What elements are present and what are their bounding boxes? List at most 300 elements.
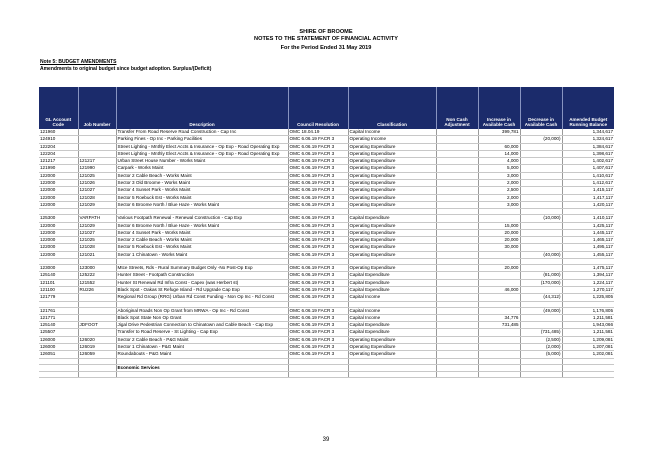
table-row [39, 322, 614, 329]
cell-gl-code: 122000 [39, 187, 78, 194]
table-row [39, 307, 614, 314]
cell-running-balance: 1,270,117 [562, 286, 614, 293]
cell-increase: 3,000 [478, 172, 520, 179]
cell-increase: 4,000 [478, 158, 520, 165]
table-row [39, 215, 614, 222]
cell-running-balance: 1,344,617 [562, 129, 614, 136]
table-row [39, 229, 614, 236]
cell-job-number: 126020 [78, 336, 116, 343]
cell-running-balance: 1,211,581 [562, 314, 614, 321]
cell-decrease [520, 286, 562, 293]
cell-decrease: (81,000) [520, 272, 562, 279]
cell-increase: 20,000 [478, 265, 520, 272]
col-increase-available-cash: Increase in Available Cash [478, 87, 520, 129]
cell-council-resolution: OMC 6.06.19 FACR 3 [288, 136, 348, 143]
cell-decrease [520, 129, 562, 136]
cell-gl-code: 125140 [39, 322, 78, 329]
cell-gl-code [39, 364, 78, 371]
cell-job-number: 125222 [78, 272, 116, 279]
cell-increase: 60,000 [478, 143, 520, 150]
cell-decrease [520, 364, 562, 371]
cell-increase [478, 329, 520, 336]
cell-non-cash [436, 143, 478, 150]
cell-gl-code: 121779 [39, 294, 78, 301]
cell-gl-code: 122204 [39, 150, 78, 157]
cell-description: Sector 1 Chinatown - P&G Maint [116, 344, 288, 351]
cell-description: Mtce Streets, Rds - Rural Summary Budget Only -No Post-Op Exp [116, 265, 288, 272]
cell-increase: 731,485 [478, 322, 520, 329]
col-amended-budget-balance: Amended Budget Running Balance [562, 87, 614, 129]
cell-gl-code: 122000 [39, 222, 78, 229]
cell-council-resolution: OMC 6.06.19 FACR 3 [288, 201, 348, 208]
cell-council-resolution: OMC 6.06.19 FACR 3 [288, 272, 348, 279]
cell-increase [478, 294, 520, 301]
cell-running-balance: 1,420,117 [562, 201, 614, 208]
cell-decrease [520, 222, 562, 229]
cell-description: Regional Rd Group (RRG) Urban Rd Const Funding - Non Op Inc - Rd Const [116, 294, 288, 301]
cell-classification: Operating Expenditure [348, 344, 436, 351]
cell-council-resolution: OMC 6.06.19 FACR 3 [288, 215, 348, 222]
table-row [39, 201, 614, 208]
cell-increase: 20,000 [478, 237, 520, 244]
cell-job-number: 121217 [78, 158, 116, 165]
cell-job-number: 121025 [78, 237, 116, 244]
cell-running-balance: 1,402,617 [562, 158, 614, 165]
cell-running-balance: 1,394,117 [562, 272, 614, 279]
col-decrease-available-cash: Decrease in Available Cash [520, 87, 562, 129]
cell-classification: Capital Income [348, 307, 436, 314]
cell-increase: 20,000 [478, 229, 520, 236]
cell-non-cash [436, 187, 478, 194]
cell-non-cash [436, 237, 478, 244]
cell-description: Sector 3 Old Broome - Works Maint [116, 180, 288, 187]
cell-increase: 5,000 [478, 165, 520, 172]
cell-description: Carpark - Works Maint [116, 165, 288, 172]
cell-running-balance: 1,176,805 [562, 307, 614, 314]
table-row [39, 329, 614, 336]
cell-running-balance: 1,207,081 [562, 344, 614, 351]
cell-increase [478, 344, 520, 351]
cell-description: Street Lighting - Mnthly Elect Accts & Insurance - Op Exp - Road Operating Exp [116, 143, 288, 150]
col-classification: Classification [348, 87, 436, 129]
cell-non-cash [436, 136, 478, 143]
cell-classification [348, 371, 436, 377]
cell-council-resolution: OMC 6.06.19 FACR 3 [288, 286, 348, 293]
cell-non-cash [436, 272, 478, 279]
cell-council-resolution: OMC 6.06.19 FACR 3 [288, 158, 348, 165]
cell-description [116, 371, 288, 377]
cell-gl-code: 125507 [39, 329, 78, 336]
cell-job-number: 121027 [78, 187, 116, 194]
cell-running-balance: 1,225,805 [562, 294, 614, 301]
cell-council-resolution: OMC 6.06.19 FACR 3 [288, 150, 348, 157]
table-row [39, 272, 614, 279]
cell-job-number: RU226 [78, 286, 116, 293]
cell-council-resolution: OMC 6.06.19 FACR 3 [288, 344, 348, 351]
cell-decrease: (2,500) [520, 336, 562, 343]
cell-classification: Capital Income [348, 314, 436, 321]
cell-decrease [520, 180, 562, 187]
table-header-row [39, 87, 614, 129]
cell-classification: Operating Expenditure [348, 187, 436, 194]
cell-decrease [520, 201, 562, 208]
cell-decrease [520, 150, 562, 157]
cell-council-resolution: OMC 18.04.19 [288, 129, 348, 136]
table-row [39, 180, 614, 187]
cell-non-cash [436, 222, 478, 229]
table-row [39, 371, 614, 377]
cell-non-cash [436, 351, 478, 358]
cell-increase: 3,000 [478, 201, 520, 208]
cell-decrease [520, 371, 562, 377]
cell-non-cash [436, 364, 478, 371]
section-row [39, 364, 614, 371]
cell-gl-code: 122000 [39, 244, 78, 251]
cell-running-balance: 1,407,617 [562, 165, 614, 172]
cell-job-number: 121028 [78, 244, 116, 251]
cell-decrease: (731,485) [520, 329, 562, 336]
cell-increase [478, 364, 520, 371]
cell-decrease [520, 172, 562, 179]
cell-non-cash [436, 329, 478, 336]
cell-gl-code: 121761 [39, 307, 78, 314]
cell-gl-code: 123000 [39, 265, 78, 272]
table-row [39, 136, 614, 143]
cell-gl-code: 122000 [39, 237, 78, 244]
cell-classification: Operating Expenditure [348, 201, 436, 208]
cell-non-cash [436, 158, 478, 165]
cell-job-number: 121027 [78, 229, 116, 236]
cell-running-balance: 1,398,617 [562, 150, 614, 157]
cell-classification: Operating Expenditure [348, 244, 436, 251]
cell-increase [478, 251, 520, 258]
cell-gl-code [39, 371, 78, 377]
cell-running-balance [562, 371, 614, 377]
cell-classification: Operating Expenditure [348, 194, 436, 201]
cell-job-number: 126019 [78, 344, 116, 351]
cell-running-balance: 1,475,117 [562, 265, 614, 272]
cell-council-resolution: OMC 6.06.19 FACR 3 [288, 294, 348, 301]
cell-gl-code: 122000 [39, 201, 78, 208]
table-row [39, 244, 614, 251]
cell-description: Sector 4 Sunset Park - Works Maint [116, 229, 288, 236]
cell-decrease: (20,000) [520, 136, 562, 143]
cell-gl-code: 121217 [39, 158, 78, 165]
cell-description: Black Spot - Oakas St Refuge Island - Rd Upgrade Cap Exp [116, 286, 288, 293]
cell-description: Sector 5 Roebuck Est - Works Maint [116, 194, 288, 201]
cell-classification: Operating Expenditure [348, 150, 436, 157]
table-row [39, 194, 614, 201]
cell-running-balance: 1,209,081 [562, 336, 614, 343]
cell-council-resolution: OMC 6.06.19 FACR 3 [288, 165, 348, 172]
table-row [39, 158, 614, 165]
cell-council-resolution: OMC 6.06.19 FACR 3 [288, 187, 348, 194]
table-row [39, 150, 614, 157]
cell-running-balance: 1,425,117 [562, 222, 614, 229]
cell-description: Transfer From Road Reserve Road Construction - Cap Inc [116, 129, 288, 136]
cell-decrease: (40,000) [520, 251, 562, 258]
table-row [39, 222, 614, 229]
cell-classification: Operating Expenditure [348, 251, 436, 258]
cell-gl-code: 122000 [39, 229, 78, 236]
cell-description: Sector 5 Roebuck Est - Works Maint [116, 244, 288, 251]
cell-description: Sector 2 Cable Beach - P&G Maint [116, 336, 288, 343]
cell-council-resolution: OMC 6.06.19 FACR 3 [288, 314, 348, 321]
cell-classification: Operating Expenditure [348, 165, 436, 172]
cell-classification: Operating Expenditure [348, 265, 436, 272]
cell-decrease: (44,312) [520, 294, 562, 301]
cell-gl-code: 122000 [39, 180, 78, 187]
cell-increase [478, 307, 520, 314]
note-subtitle: Amendments to original budget since budget adoption. Surplus/(Deficit) [40, 66, 212, 72]
cell-gl-code: 126000 [39, 344, 78, 351]
cell-gl-code: 125140 [39, 272, 78, 279]
cell-job-number [78, 364, 116, 371]
cell-gl-code: 125300 [39, 215, 78, 222]
cell-non-cash [436, 150, 478, 157]
cell-description: Roundabouts - P&G Maint [116, 351, 288, 358]
cell-description: Urban Street House Number - Works Maint [116, 158, 288, 165]
cell-gl-code: 122204 [39, 143, 78, 150]
cell-job-number: 121029 [78, 222, 116, 229]
cell-council-resolution: OMC 6.06.19 FACR 3 [288, 237, 348, 244]
cell-non-cash [436, 180, 478, 187]
cell-decrease [520, 322, 562, 329]
cell-running-balance: 1,324,617 [562, 136, 614, 143]
cell-non-cash [436, 294, 478, 301]
cell-running-balance: 1,415,117 [562, 187, 614, 194]
cell-description: Sector 2 Cable Beach - Works Maint [116, 172, 288, 179]
cell-council-resolution: OMC 6.06.19 FACR 3 [288, 229, 348, 236]
col-council-resolution: Council Resolution [288, 87, 348, 129]
table-row [39, 129, 614, 136]
table-row [39, 344, 614, 351]
cell-increase [478, 351, 520, 358]
cell-description: Jigal Drive Pedestrian Connection to Chinatown and Cable Beach - Cap Exp [116, 322, 288, 329]
cell-council-resolution: OMC 6.06.19 FACR 3 [288, 172, 348, 179]
cell-job-number: VARPATH [78, 215, 116, 222]
cell-increase [478, 279, 520, 286]
cell-description: Sector 6 Broome North / Blue Haze - Works Maint [116, 222, 288, 229]
cell-increase: 46,000 [478, 286, 520, 293]
cell-running-balance: 1,224,117 [562, 279, 614, 286]
cell-decrease: (49,000) [520, 307, 562, 314]
cell-classification: Capital Expenditure [348, 286, 436, 293]
cell-decrease: (170,000) [520, 279, 562, 286]
cell-classification: Capital Expenditure [348, 329, 436, 336]
cell-job-number [78, 294, 116, 301]
cell-job-number [78, 371, 116, 377]
cell-job-number: 126059 [78, 351, 116, 358]
table-row [39, 351, 614, 358]
table-row [39, 172, 614, 179]
cell-decrease [520, 165, 562, 172]
cell-council-resolution: OMC 6.06.19 FACR 3 [288, 251, 348, 258]
cell-gl-code: 126000 [39, 336, 78, 343]
cell-decrease [520, 194, 562, 201]
cell-increase: 14,000 [478, 150, 520, 157]
cell-classification: Operating Expenditure [348, 143, 436, 150]
cell-classification [348, 364, 436, 371]
table-row [39, 279, 614, 286]
cell-running-balance: 1,495,117 [562, 244, 614, 251]
col-description: Description [116, 87, 288, 129]
cell-job-number [78, 307, 116, 314]
cell-running-balance: 1,943,066 [562, 322, 614, 329]
cell-decrease [520, 143, 562, 150]
cell-job-number: 121026 [78, 180, 116, 187]
cell-council-resolution [288, 371, 348, 377]
cell-job-number: 121552 [78, 279, 116, 286]
cell-increase: 2,500 [478, 187, 520, 194]
cell-running-balance: 1,410,117 [562, 215, 614, 222]
cell-job-number: 121025 [78, 172, 116, 179]
cell-decrease [520, 187, 562, 194]
cell-running-balance: 1,465,117 [562, 237, 614, 244]
cell-description: Parking Fines - Op Inc - Parking Facilities [116, 136, 288, 143]
cell-classification: Capital Expenditure [348, 215, 436, 222]
note-title: Note 5: BUDGET AMENDMENTS [40, 59, 117, 65]
cell-decrease: (2,000) [520, 344, 562, 351]
cell-council-resolution: OMC 6.06.19 FACR 3 [288, 279, 348, 286]
cell-running-balance: 1,202,081 [562, 351, 614, 358]
cell-increase: 15,000 [478, 222, 520, 229]
cell-non-cash [436, 172, 478, 179]
cell-decrease [520, 237, 562, 244]
cell-non-cash [436, 286, 478, 293]
cell-gl-code: 122000 [39, 172, 78, 179]
col-job-number: Job Number [78, 87, 116, 129]
cell-increase: 399,781 [478, 129, 520, 136]
cell-job-number [78, 150, 116, 157]
table-row [39, 143, 614, 150]
cell-non-cash [436, 129, 478, 136]
cell-description: Hunter St Renewal Rd Infra Const - Capex (was Herbert st) [116, 279, 288, 286]
cell-classification: Operating Expenditure [348, 237, 436, 244]
report-subtitle: NOTES TO THE STATEMENT OF FINANCIAL ACTIVITY [254, 36, 398, 42]
cell-gl-code: 121101 [39, 279, 78, 286]
cell-decrease [520, 314, 562, 321]
cell-job-number [78, 143, 116, 150]
cell-job-number: 123000 [78, 265, 116, 272]
cell-decrease: (5,000) [520, 351, 562, 358]
cell-classification: Capital Expenditure [348, 279, 436, 286]
cell-gl-code: 122000 [39, 194, 78, 201]
cell-non-cash [436, 265, 478, 272]
cell-increase [478, 371, 520, 377]
cell-increase: 34,776 [478, 314, 520, 321]
cell-job-number [78, 136, 116, 143]
cell-decrease [520, 265, 562, 272]
report-period: For the Period Ended 31 May 2019 [280, 45, 372, 51]
cell-running-balance: 1,417,117 [562, 194, 614, 201]
cell-description: Various Footpath Renewal - Renewal Construction - Cap Exp [116, 215, 288, 222]
cell-classification: Operating Expenditure [348, 336, 436, 343]
cell-increase: 30,000 [478, 244, 520, 251]
cell-running-balance: 1,384,617 [562, 143, 614, 150]
cell-council-resolution: OMC 6.06.19 FACR 3 [288, 194, 348, 201]
cell-classification: Capital Expenditure [348, 272, 436, 279]
cell-classification: Capital Income [348, 294, 436, 301]
cell-non-cash [436, 229, 478, 236]
budget-amendments-table [39, 87, 614, 378]
cell-running-balance: 1,445,117 [562, 229, 614, 236]
cell-increase: 2,000 [478, 194, 520, 201]
cell-classification: Operating Expenditure [348, 222, 436, 229]
cell-decrease: (10,000) [520, 215, 562, 222]
cell-classification: Operating Expenditure [348, 229, 436, 236]
table-row [39, 294, 614, 301]
cell-gl-code: 121990 [39, 165, 78, 172]
table-row [39, 165, 614, 172]
cell-non-cash [436, 244, 478, 251]
cell-classification: Operating Income [348, 136, 436, 143]
col-gl-account-code: GL Account Code [39, 87, 78, 129]
cell-council-resolution: OMC 6.06.19 FACR 3 [288, 329, 348, 336]
cell-running-balance: 1,410,617 [562, 172, 614, 179]
cell-job-number [78, 314, 116, 321]
cell-council-resolution: OMC 6.06.19 FACR 3 [288, 351, 348, 358]
cell-non-cash [436, 314, 478, 321]
table-row [39, 336, 614, 343]
cell-council-resolution: OMC 6.06.19 FACR 3 [288, 336, 348, 343]
cell-non-cash [436, 194, 478, 201]
cell-decrease [520, 244, 562, 251]
page-number: 39 [322, 437, 330, 443]
cell-non-cash [436, 307, 478, 314]
cell-running-balance: 1,412,617 [562, 180, 614, 187]
cell-classification: Operating Expenditure [348, 158, 436, 165]
cell-gl-code: 122000 [39, 251, 78, 258]
cell-gl-code: 121771 [39, 314, 78, 321]
cell-gl-code: 121960 [39, 129, 78, 136]
cell-increase [478, 336, 520, 343]
cell-council-resolution: OMC 6.06.19 FACR 3 [288, 222, 348, 229]
cell-description: Transfer to Road Reserve - St Lighting - Cap Exp [116, 329, 288, 336]
table-row [39, 265, 614, 272]
cell-description: Sector 1 Chinatown - Works Maint [116, 251, 288, 258]
cell-job-number: 121029 [78, 201, 116, 208]
cell-gl-code: 124910 [39, 136, 78, 143]
cell-non-cash [436, 371, 478, 377]
cell-job-number: JDFOOT [78, 322, 116, 329]
table-row [39, 286, 614, 293]
cell-council-resolution: OMC 6.06.19 FACR 3 [288, 322, 348, 329]
cell-job-number: 121028 [78, 194, 116, 201]
cell-classification: Operating Expenditure [348, 180, 436, 187]
cell-non-cash [436, 165, 478, 172]
cell-job-number: 121990 [78, 165, 116, 172]
cell-job-number: 121021 [78, 251, 116, 258]
cell-increase [478, 215, 520, 222]
table-row [39, 251, 614, 258]
cell-council-resolution: OMC 6.06.19 FACR 3 [288, 143, 348, 150]
cell-running-balance: 1,211,581 [562, 329, 614, 336]
cell-increase [478, 272, 520, 279]
cell-running-balance: 1,455,117 [562, 251, 614, 258]
cell-running-balance [562, 364, 614, 371]
cell-classification: Operating Expenditure [348, 351, 436, 358]
cell-gl-code: 126051 [39, 351, 78, 358]
cell-job-number [78, 129, 116, 136]
cell-non-cash [436, 322, 478, 329]
cell-council-resolution [288, 364, 348, 371]
table-row [39, 314, 614, 321]
cell-description: Sector 2 Cable Beach - Works Maint [116, 237, 288, 244]
cell-non-cash [436, 201, 478, 208]
cell-job-number [78, 329, 116, 336]
cell-increase [478, 136, 520, 143]
